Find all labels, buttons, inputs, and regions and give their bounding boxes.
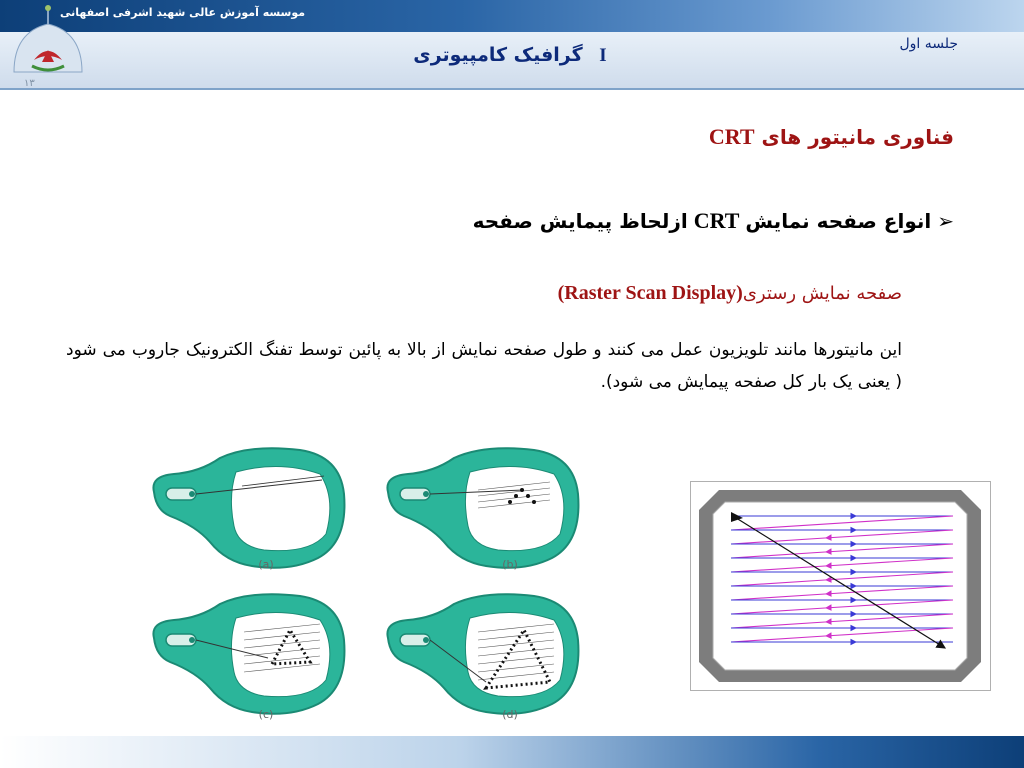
description-paragraph: این مانیتورها مانند تلویزیون عمل می کنند و طول صفحه نمایش از بالا به پائین توسط تفنگ الکترونیک جاروب می شود ( یعنی یک بار کل صفحه پیمایش می شود). xyxy=(66,340,902,392)
svg-text:۱۳: ۱۳ xyxy=(24,78,35,88)
heading-text: فناوری مانیتور های xyxy=(761,125,954,149)
subheading-fa: صفحه نمایش رستری xyxy=(742,283,902,304)
caption-a: (a) xyxy=(258,558,274,571)
subheading-en: (Raster Scan Display) xyxy=(557,282,743,304)
bullet-arrow-icon: ➢ xyxy=(937,209,954,233)
slide-heading xyxy=(709,124,954,150)
top-banner xyxy=(0,0,1024,32)
raster-scan-diagram xyxy=(690,481,991,691)
crt-panels-figure xyxy=(130,438,586,726)
course-title xyxy=(400,44,620,67)
bullet-item xyxy=(473,208,954,234)
heading-crt: CRT xyxy=(708,124,755,149)
caption-b: (b) xyxy=(502,558,518,571)
crt-panel-c xyxy=(153,594,344,714)
bullet-prefix: انواع صفحه نمایش xyxy=(745,209,932,233)
crt-panel-b xyxy=(387,448,578,568)
bullet-crt: CRT xyxy=(693,208,740,233)
crt-panel-d xyxy=(387,594,578,714)
institute-name: موسسه آموزش عالی شهید اشرفی اصفهانی xyxy=(60,6,306,19)
caption-c: (c) xyxy=(258,708,274,721)
bottom-banner xyxy=(0,736,1024,768)
caption-d: (d) xyxy=(502,708,518,721)
course-numeral: I xyxy=(599,45,607,66)
institute-logo-icon xyxy=(4,2,92,88)
session-label: جلسه اول xyxy=(899,36,958,52)
crt-panel-a xyxy=(153,448,344,568)
bullet-suffix: ازلحاظ پیمایش صفحه xyxy=(472,209,688,233)
raster-subheading xyxy=(558,282,902,305)
course-title-text: گرافیک کامپیوتری xyxy=(413,44,583,66)
